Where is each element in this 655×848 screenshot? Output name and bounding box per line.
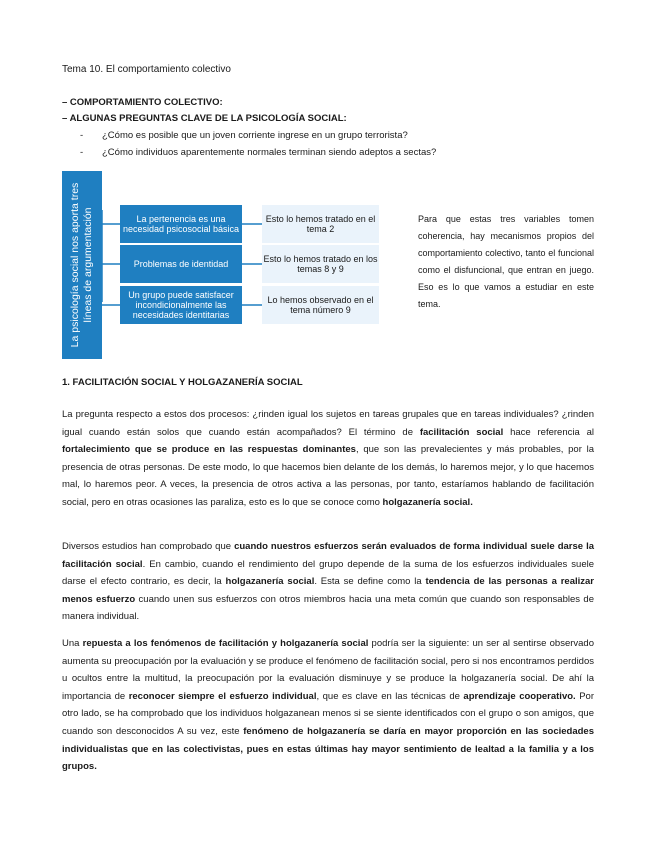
bold-run: facilitación social [419,426,504,438]
diagram-note-text: Esto lo hemos tratado en el tema 2 [265,214,376,234]
paragraph-3 [62,635,594,776]
list-dash: - [80,130,84,141]
text-run: Por otro lado, se ha comprobado que los individuos holgazanean menos si se siente identificados con el grupo o son amigos, que cuando son desconocidos A su vez, este [62,690,594,737]
text-run: hace referencia al [503,426,594,438]
list-dash: - [80,147,84,158]
text-run: , que son las prevalecientes y más probables, por la presencia de otras personas. De este modo, lo que hacemos bien delante de los demás, lo haremos mejor, y lo que hacemos mal, lo haremos peor. A veces, la presencia de otros activa a las personas, por tanto, estaríamos hablando de facilitación social, pero en otras ocasiones las paraliza, esto es lo que se conoce como [62,444,594,508]
diagram-note-text: Lo hemos observado en el tema número 9 [267,295,374,315]
paragraph-2 [62,538,594,626]
text-run: La pregunta respecto a estos dos procesos: ¿rinden igual los sujetos en tareas grupales que en tareas individuales? ¿rinden igual cuando están solos que cuando están acompañados? El término de [62,409,594,438]
diagram-cause-box [120,205,242,243]
question-text: ¿Cómo es posible que un joven corriente ingrese en un grupo terrorista? [102,130,408,141]
bold-run: holgazanería social [225,576,315,588]
bold-run: repuesta a los fenómenos de facilitación y holgazanería social [82,638,369,649]
diagram-cause-box [120,286,242,324]
text-run: cuando unen sus esfuerzos con otros miembros hacia una meta común que cuando son responsables de manera individual. [62,593,595,623]
text-run: podría ser la siguiente: un ser al sentirse observado aumenta su preocupación por la evaluación y se produce el fenómeno de facilitación social, pero si nos encontramos perdidos u ocultos entre la multitud, la preocupación por la evaluación disminuye y se produce la holgazanería social. De ahí la importancia de [62,638,594,702]
section-title: 1. FACILITACIÓN SOCIAL Y HOLGAZANERÍA SOCIAL [62,377,303,388]
bold-run: cuando nuestros esfuerzos serán evaluados de forma individual suele darse la facilitación social [62,541,595,570]
text-run: Diversos estudios han comprobado que [62,541,235,552]
bold-run: aprendizaje cooperativo. [463,690,576,702]
text-run: . Esta se define como la [314,576,426,588]
text-run: Una [62,638,83,649]
bold-run: reconocer siempre el esfuerzo individual [128,690,317,702]
diagram-cause-text: La pertenencia es una necesidad psicosocial básica [122,214,240,234]
diagram-cause-text: Problemas de identidad [133,259,229,269]
diagram-note-box [262,205,379,243]
diagram-cause-text: Un grupo puede satisfacer incondicionalmente las necesidades identitarias [128,290,234,320]
bold-run: tendencia de las personas a realizar menos esfuerzo [62,576,594,605]
bold-run: fenómeno de holgazanería se daría en mayor proporción en las sociedades individualistas que en las colectivistas, pues en estas últimas hay mayor sentimiento de lealtad a la familia y a los grupos. [62,725,594,773]
diagram-cause-box [120,245,242,283]
diagram-vertical-label: La psicología social nos aporta tres líneas de argumentación [69,182,94,348]
paragraph-1 [62,406,594,512]
question-text: ¿Cómo individuos aparentemente normales terminan siendo adeptos a sectas? [102,147,437,158]
heading-preguntas: – ALGUNAS PREGUNTAS CLAVE DE LA PSICOLOGÍA SOCIAL: [62,113,347,124]
diagram-note-text: Esto lo hemos tratado en los temas 8 y 9 [263,254,378,274]
heading-comportamiento: – COMPORTAMIENTO COLECTIVO: [62,97,223,108]
bold-run: fortalecimiento que se produce en las respuestas dominantes [62,444,356,456]
bold-run: holgazanería social. [382,496,473,508]
text-run: . En cambio, cuando el rendimiento del grupo depende de la suma de los esfuerzos individuales suele darse el efecto contrario, es decir, la [62,558,594,588]
diagram-note-box [262,286,379,324]
diagram-vertical-box [62,171,102,359]
side-note: Para que estas tres variables tomen coherencia, hay mecanismos propios del comportamiento colectivo, tanto el funcional como el disfuncional, que entran en juego. Eso es lo que vamos a estudiar en este tema. [418,214,594,309]
text-run: , que es clave en las técnicas de [316,690,464,702]
document-title: Tema 10. El comportamiento colectivo [62,64,231,75]
diagram-note-box [262,245,379,283]
